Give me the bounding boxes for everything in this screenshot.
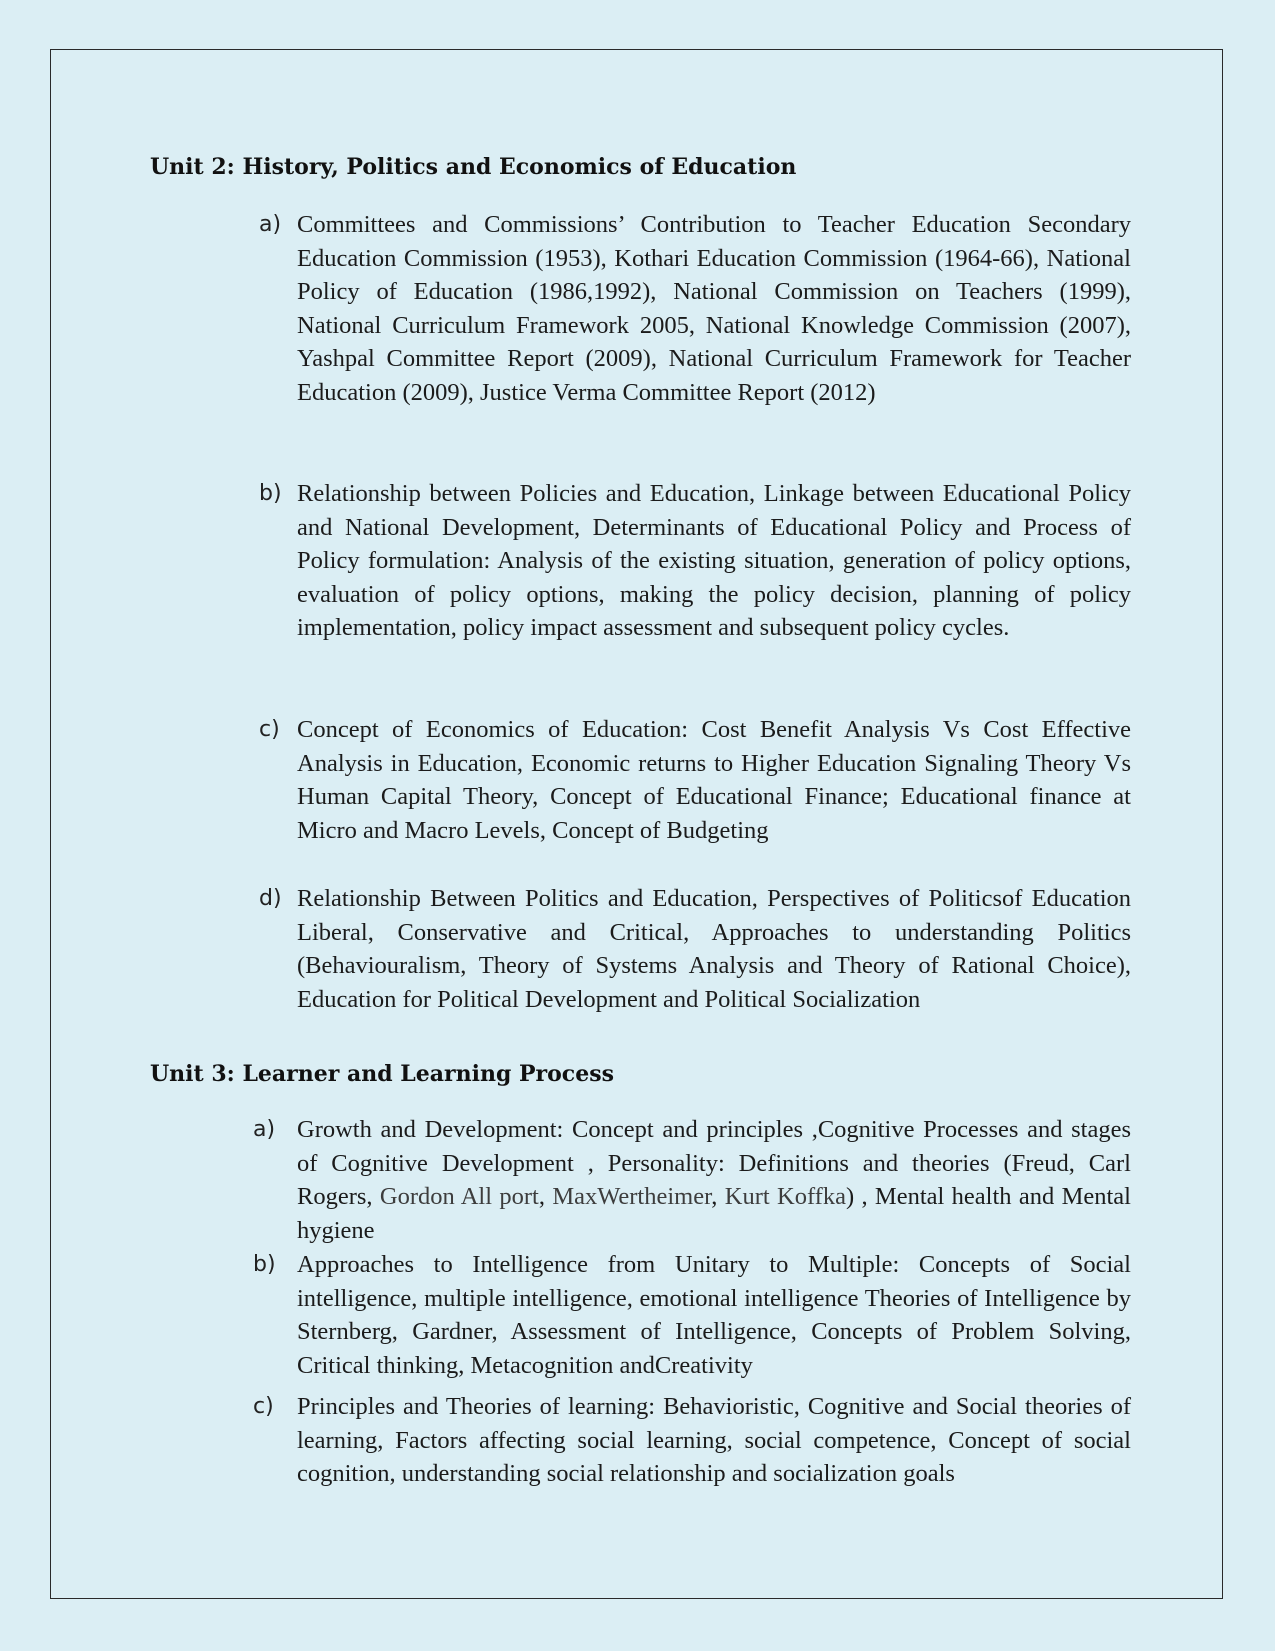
unit2-item-a-letter: a) xyxy=(259,212,282,237)
unit3-item-c-text: Principles and Theories of learning: Behavioristic, Cognitive and Social theories of learning, Factors affecting social learning, social competence, Concept of social cognition, understanding social relationship and socialization goals xyxy=(297,1393,1131,1488)
unit3-item-a xyxy=(253,1113,1131,1247)
unit3-item-a-text-end: ) , Mental health and Mental hygiene xyxy=(297,1183,1131,1244)
person-name-allport: Gordon All port xyxy=(379,1183,539,1211)
unit2-item-b xyxy=(259,477,1131,645)
unit2-item-c-letter: c) xyxy=(259,717,280,742)
unit3-heading: Unit 3: Learner and Learning Process xyxy=(150,1061,614,1087)
person-name-koffka: Kurt Koffka xyxy=(724,1183,846,1211)
unit2-item-d-text: Relationship Between Politics and Education, Perspectives of Politicsof Education Liberal, Conservative and Critical, Approaches to understanding Politics (Behaviouralism, Theory of Systems Analysis and Theory of Rational Choice), Education for Political Development and Political Socialization xyxy=(297,885,1131,1013)
unit2-item-c xyxy=(259,713,1131,847)
unit2-item-d-letter: d) xyxy=(259,886,282,911)
separator: , xyxy=(538,1183,553,1211)
unit2-item-b-text: Relationship between Policies and Education, Linkage between Educational Policy and National Development, Determinants of Educational Policy and Process of Policy formulation: Analysis of the existing situation, generation of policy options, evaluation of policy options, making the policy decision, planning of policy implementation, policy impact assessment and subsequent policy cycles. xyxy=(297,480,1131,642)
unit2-item-c-text: Concept of Economics of Education: Cost Benefit Analysis Vs Cost Effective Analysis in Education, Economic returns to Higher Education Signaling Theory Vs Human Capital Theory, Concept of Educational Finance; Educational finance at Micro and Macro Levels, Concept of Budgeting xyxy=(297,716,1131,844)
unit3-item-b-text: Approaches to Intelligence from Unitary to Multiple: Concepts of Social intelligence, multiple intelligence, emotional intelligence Theories of Intelligence by Sternberg, Gardner, Assessment of Intelligence, Concepts of Problem Solving, Critical thinking, Metacognition andCreativity xyxy=(297,1251,1131,1379)
unit2-item-d xyxy=(259,882,1131,1016)
unit2-item-a-text: Committees and Commissions’ Contribution to Teacher Education Secondary Education Commission (1953), Kothari Education Commission (1964-66), National Policy of Education (1986,1992), National Commission on Teachers (1999), National Curriculum Framework 2005, National Knowledge Commission (2007), Yashpal Committee Report (2009), National Curriculum Framework for Teacher Education (2009), Justice Verma Committee Report (2012) xyxy=(297,211,1131,406)
unit3-item-b-letter: b) xyxy=(253,1252,276,1277)
unit3-item-b xyxy=(253,1248,1131,1382)
person-name-wertheimer: MaxWertheimer xyxy=(552,1183,712,1211)
unit3-item-a-text-start: Growth and Development: Concept and principles ,Cognitive Processes and stages of Cognitive Development , Personality: Definitions and theories (Freud, Carl Rogers, xyxy=(297,1116,1131,1211)
unit3-item-c xyxy=(253,1390,1131,1491)
separator: , xyxy=(711,1183,725,1211)
unit3-item-c-letter: c) xyxy=(253,1394,274,1419)
unit2-heading: Unit 2: History, Politics and Economics of Education xyxy=(150,154,797,180)
unit2-item-a xyxy=(259,208,1131,410)
unit2-item-b-letter: b) xyxy=(259,481,282,506)
unit3-item-a-letter: a) xyxy=(253,1117,276,1142)
